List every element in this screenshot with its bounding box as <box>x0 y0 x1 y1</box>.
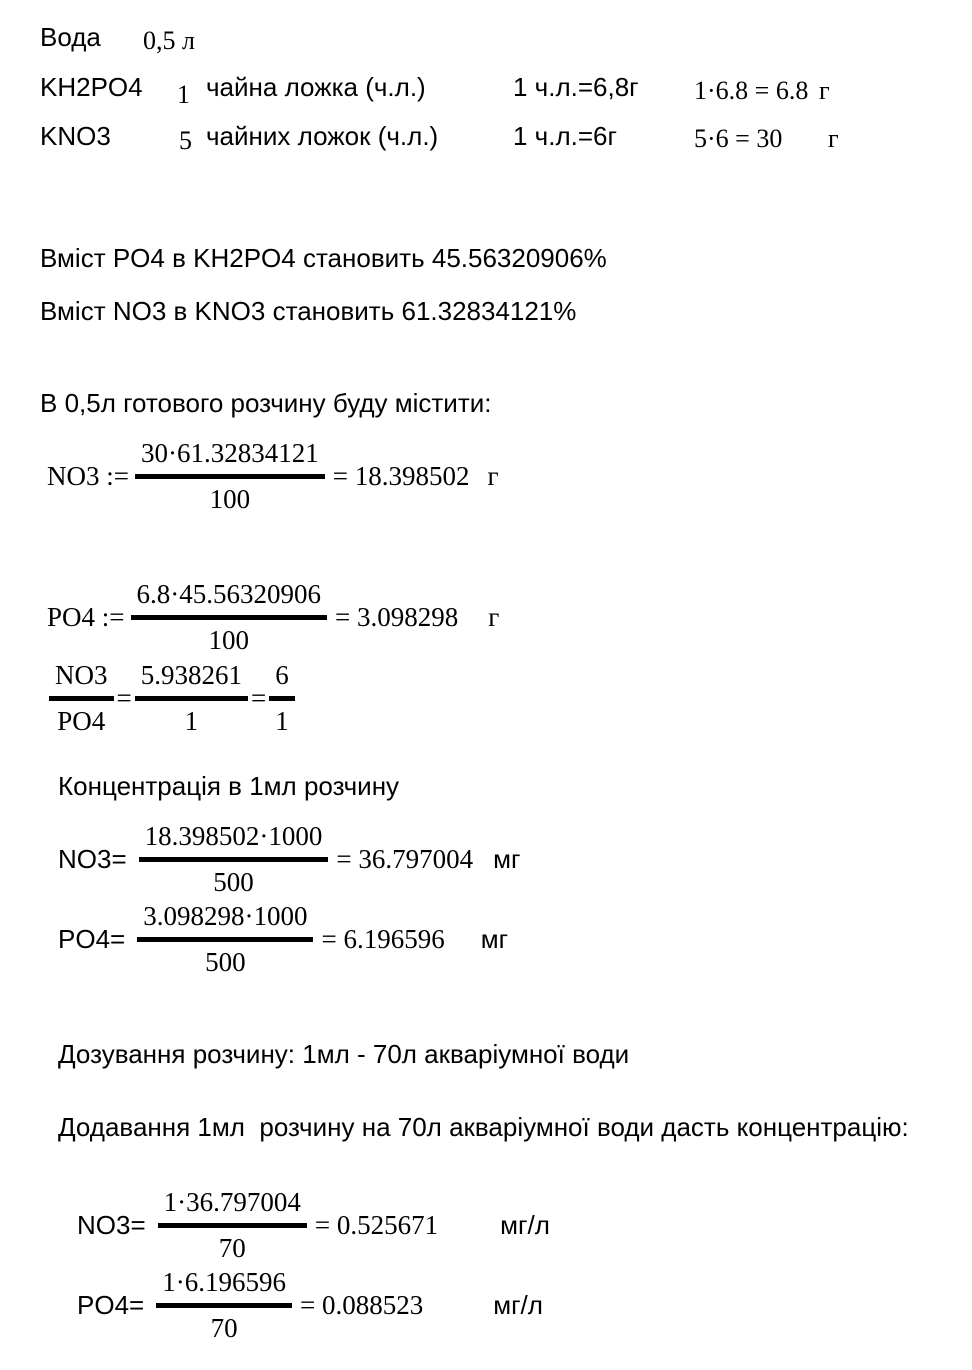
solution-intro-statement: В 0,5л готового розчину буду містити: <box>40 388 492 418</box>
fraction <box>158 1187 307 1264</box>
no3-share-statement: Вміст NO3 в KNO3 становить 61.32834121% <box>40 296 577 326</box>
fraction <box>49 660 114 737</box>
formula-unit: мг/л <box>493 1290 543 1321</box>
formula-lhs: PO4= <box>77 1290 145 1321</box>
formula-unit: г <box>488 602 500 633</box>
formula-no3-po4-ratio <box>49 660 295 737</box>
fraction <box>156 1267 292 1344</box>
spoon-desc: чайна ложка (ч.л.) <box>206 72 426 102</box>
formula-po4-dose <box>77 1267 543 1344</box>
equals-sign: = <box>116 683 132 714</box>
formula-no3-dose <box>77 1187 550 1264</box>
formula-lhs: PO4= <box>58 924 126 955</box>
fraction-denominator: 100 <box>208 625 249 656</box>
chem-name: KNO3 <box>40 121 111 151</box>
fraction <box>135 660 248 737</box>
chem-name: KH2PO4 <box>40 72 143 102</box>
formula-unit: мг <box>480 924 509 955</box>
formula-unit: мг <box>493 844 521 875</box>
fraction <box>269 660 295 737</box>
fraction <box>135 438 325 515</box>
fraction-denominator: 1 <box>184 706 199 737</box>
mass-unit: г <box>828 124 839 153</box>
mass-calc: 1·6.8 = 6.8 <box>694 76 809 105</box>
fraction-denominator: 500 <box>213 867 254 898</box>
fraction-denominator: PO4 <box>57 706 106 737</box>
spoon-count: 1 <box>177 80 190 109</box>
spoon-mass: 1 ч.л.=6г <box>513 121 617 151</box>
formula-result: = 0.525671 <box>314 1210 439 1241</box>
fraction-denominator: 500 <box>205 947 246 978</box>
formula-result: = 18.398502 <box>332 461 470 492</box>
fraction-denominator: 70 <box>210 1313 238 1344</box>
po4-share-statement: Вміст PO4 в KH2PO4 становить 45.56320906% <box>40 243 607 273</box>
fraction-denominator: 1 <box>275 706 289 737</box>
formula-result: = 0.088523 <box>299 1290 424 1321</box>
fraction-numerator: 6 <box>275 660 289 690</box>
fraction-numerator: 1·36.797004 <box>163 1187 301 1217</box>
fraction <box>137 901 313 978</box>
addition-statement: Додавання 1мл розчину на 70л акваріумної води дасть концентрацію: <box>58 1112 909 1142</box>
fraction-denominator: 70 <box>218 1233 246 1264</box>
fraction-numerator: 5.938261 <box>140 660 242 690</box>
mass-unit: г <box>819 76 830 105</box>
fraction-numerator: 30·61.32834121 <box>140 438 319 468</box>
formula-no3-mass <box>47 438 499 515</box>
fraction-numerator: NO3 <box>55 660 108 690</box>
fraction <box>139 821 329 898</box>
formula-result: = 6.196596 <box>321 924 445 955</box>
formula-lhs: PO4 := <box>47 602 125 633</box>
fraction-numerator: 1·6.196596 <box>162 1267 286 1297</box>
concentration-heading: Концентрація в 1мл розчину <box>58 771 400 801</box>
spoon-count: 5 <box>179 126 192 155</box>
formula-po4-per-ml <box>58 901 508 978</box>
formula-result: = 3.098298 <box>335 602 459 633</box>
spoon-mass: 1 ч.л.=6,8г <box>513 72 639 102</box>
formula-result: = 36.797004 <box>336 844 474 875</box>
fraction-denominator: 100 <box>209 484 251 515</box>
fraction-numerator: 3.098298·1000 <box>143 901 308 931</box>
water-label: Вода <box>40 22 101 52</box>
spoon-desc: чайних ложок (ч.л.) <box>206 121 439 151</box>
formula-no3-per-ml <box>58 821 521 898</box>
water-amount: 0,5 л <box>143 26 195 55</box>
formula-po4-mass <box>47 579 499 656</box>
fraction-numerator: 6.8·45.56320906 <box>136 579 321 609</box>
fraction <box>131 579 328 656</box>
mass-calc: 5·6 = 30 <box>694 124 783 153</box>
dosing-statement: Дозування розчину: 1мл - 70л акваріумної води <box>58 1039 630 1069</box>
fraction-numerator: 18.398502·1000 <box>144 821 323 851</box>
formula-unit: г <box>487 461 499 492</box>
formula-unit: мг/л <box>500 1210 550 1241</box>
formula-lhs: NO3= <box>58 844 127 875</box>
formula-lhs: NO3 := <box>47 461 129 492</box>
formula-lhs: NO3= <box>77 1210 146 1241</box>
equals-sign: = <box>250 683 267 714</box>
